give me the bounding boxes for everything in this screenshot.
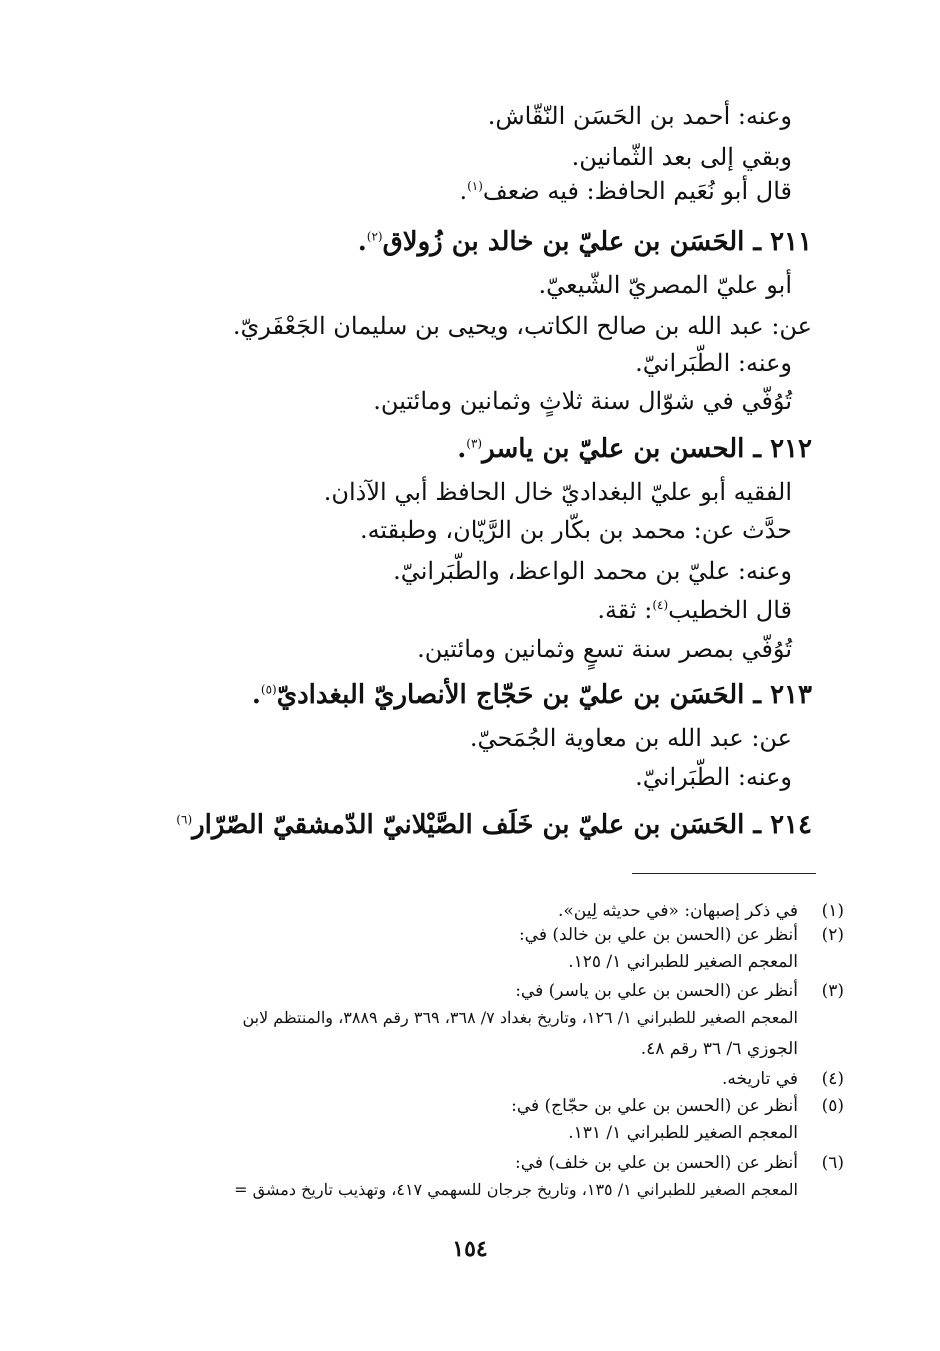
footnote-separator (632, 873, 816, 874)
footnote-2-cont: المعجم الصغير للطبراني ١/ ١٢٥. (568, 952, 798, 972)
page-number: ١٥٤ (452, 1236, 488, 1262)
footnote-ref: (٣) (466, 436, 483, 451)
entry-heading-212: ٢١٢ ـ الحسن بن عليّ بن ياسر$^{(٣)}$. (457, 434, 812, 464)
text-line: عن: عبد الله بن معاوية الجُمَحيّ. (469, 724, 792, 752)
text-line: وبقي إلى بعد الثّمانين. (571, 143, 792, 171)
text-line: عن: عبد الله بن صالح الكاتب، ويحيى بن سليمان الجَعْفَريّ. (232, 312, 812, 340)
text-line: وعنه: عليّ بن محمد الواعظ، والطّبَرانيّ. (393, 557, 792, 585)
footnote-6-cont: المعجم الصغير للطبراني ١/ ١٣٥، وتاريخ جرجان للسهمي ٤١٧، وتهذيب تاريخ دمشق = (234, 1180, 798, 1199)
text-line: قال أبو نُعَيم الحافظ: فيه ضعف$^{(١)}$. (459, 177, 792, 205)
footnote-3: (٣)أنظر عن (الحسن بن علي بن ياسر) في: (515, 981, 844, 1001)
footnote-ref: (١) (467, 179, 483, 193)
footnote-3-cont: المعجم الصغير للطبراني ١/ ١٢٦، وتاريخ بغداد ٧/ ٣٦٨، ٣٦٩ رقم ٣٨٨٩، والمنتظم لابن (242, 1008, 798, 1027)
text-line: حدَّث عن: محمد بن بكّار بن الرَّيّان، وطبقته. (359, 516, 792, 544)
footnote-3-cont: الجوزي ٦/ ٣٦ رقم ٤٨. (640, 1039, 798, 1059)
footnote-6: (٦)أنظر عن (الحسن بن علي بن خلف) في: (515, 1153, 844, 1173)
text-line: تُوُفّي بمصر سنة تسعٍ وثمانين ومائتين. (417, 635, 792, 663)
footnote-2: (٢)أنظر عن (الحسن بن علي بن خالد) في: (518, 925, 844, 945)
text-line: وعنه: الطّبَرانيّ. (635, 763, 792, 791)
footnote-ref: (٥) (260, 682, 277, 697)
footnote-ref: (٦) (176, 812, 193, 827)
text-line: الفقيه أبو عليّ البغداديّ خال الحافظ أبي الآذان. (323, 478, 792, 506)
text-line: أبو عليّ المصريّ الشّيعيّ. (538, 271, 792, 299)
entry-heading-213: ٢١٣ ـ الحَسَن بن عليّ بن حَجّاج الأنصاريّ البغداديّ$^{(٥)}$. (251, 680, 812, 710)
footnote-5-cont: المعجم الصغير للطبراني ١/ ١٣١. (568, 1123, 798, 1143)
entry-heading-214: ٢١٤ ـ الحَسَن بن عليّ بن خَلَف الصَّيْلانيّ الدّمشقيّ الصّرّار$^{(٦)}$ (176, 810, 812, 840)
footnote-1: (١)في ذكر إصبهان: «في حديثه لِين». (557, 901, 844, 921)
footnote-ref: (٢) (366, 229, 383, 244)
footnote-4: (٤)في تاريخه. (721, 1069, 844, 1089)
text-line: تُوُفّي في شوّال سنة ثلاثٍ وثمانين ومائتين. (373, 387, 792, 415)
footnote-5: (٥)أنظر عن (الحسن بن علي بن حجّاج) في: (511, 1096, 844, 1116)
text-line: قال الخطيب$^{(٤)}$: ثقة. (597, 596, 792, 624)
text-line: وعنه: أحمد بن الحَسَن النّقّاش. (487, 102, 792, 130)
text-line: وعنه: الطّبَرانيّ. (635, 349, 792, 377)
entry-heading-211: ٢١١ ـ الحَسَن بن عليّ بن خالد بن زُولاق$^{(٢)}$. (357, 227, 812, 257)
footnote-ref: (٤) (652, 598, 669, 612)
